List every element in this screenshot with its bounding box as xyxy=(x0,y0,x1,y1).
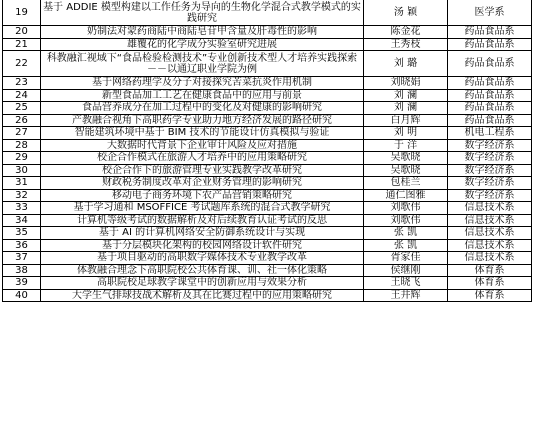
author-name: 刘 澜 xyxy=(364,102,448,115)
project-title: 雄覆花的化学成分实验室研究进展 xyxy=(41,38,364,51)
table-row xyxy=(3,102,532,115)
table-row xyxy=(3,152,532,165)
table-row xyxy=(3,89,532,102)
table-row xyxy=(3,252,532,265)
department: 数字经济系 xyxy=(448,189,532,202)
author-name: 刘晓娟 xyxy=(364,77,448,90)
project-title: 食品营养成分在加工过程中的变化及对健康的影响研究 xyxy=(41,102,364,115)
project-title: 体教融合理念下高职院校公共体育课、训、社一体化策略 xyxy=(41,264,364,277)
table-row xyxy=(3,202,532,215)
project-title: 产教融合视角下高职药学专业助力地方经济发展的路径研究 xyxy=(41,114,364,127)
author-name: 汤 颖 xyxy=(364,0,448,26)
row-number: 26 xyxy=(3,114,41,127)
table-row xyxy=(3,277,532,290)
department: 体育系 xyxy=(448,264,532,277)
department: 信息技术系 xyxy=(448,252,532,265)
table-row xyxy=(3,26,532,39)
row-number: 27 xyxy=(3,127,41,140)
project-title: 校企合作下的旅游管理专业实践教学改革研究 xyxy=(41,164,364,177)
project-title: 校企合作模式在旅游人才培养中的应用策略研究 xyxy=(41,152,364,165)
row-number: 37 xyxy=(3,252,41,265)
table-row xyxy=(3,0,532,26)
project-title: 高职院校足球教学课堂中的创新应用与效果分析 xyxy=(41,277,364,290)
department: 药品食品系 xyxy=(448,26,532,39)
author-name: 白月辉 xyxy=(364,114,448,127)
row-number: 35 xyxy=(3,227,41,240)
author-name: 张 凯 xyxy=(364,239,448,252)
author-name: 包桂兰 xyxy=(364,177,448,190)
author-name: 王井辉 xyxy=(364,289,448,302)
row-number: 22 xyxy=(3,51,41,77)
row-number: 32 xyxy=(3,189,41,202)
author-name: 于 洋 xyxy=(364,139,448,152)
row-number: 20 xyxy=(3,26,41,39)
department: 数字经济系 xyxy=(448,152,532,165)
author-name: 王秀枝 xyxy=(364,38,448,51)
project-title: 计算机等级考试的数据解析及对后续教育认证考试的反思 xyxy=(41,214,364,227)
table-row xyxy=(3,264,532,277)
department: 药品食品系 xyxy=(448,114,532,127)
project-list-table xyxy=(2,0,532,302)
table-row xyxy=(3,38,532,51)
table-row xyxy=(3,177,532,190)
row-number: 28 xyxy=(3,139,41,152)
department: 数字经济系 xyxy=(448,139,532,152)
row-number: 33 xyxy=(3,202,41,215)
author-name: 刘歌伟 xyxy=(364,202,448,215)
department: 药品食品系 xyxy=(448,51,532,77)
row-number: 38 xyxy=(3,264,41,277)
department: 药品食品系 xyxy=(448,77,532,90)
author-name: 张 凯 xyxy=(364,227,448,240)
row-number: 23 xyxy=(3,77,41,90)
author-name: 侯继刚 xyxy=(364,264,448,277)
author-name: 刘歌伟 xyxy=(364,214,448,227)
department: 信息技术系 xyxy=(448,202,532,215)
project-title: 基于学习通和 MSOFFICE 考试题库系统的混合式教学研究 xyxy=(41,202,364,215)
row-number: 40 xyxy=(3,289,41,302)
project-title: 大数据时代背景下企业审计风险及应对措施 xyxy=(41,139,364,152)
department: 体育系 xyxy=(448,289,532,302)
project-title: 基于项目驱动的高职数字媒体技术专业教学改革 xyxy=(41,252,364,265)
department: 信息技术系 xyxy=(448,227,532,240)
table-body xyxy=(3,0,532,302)
row-number: 36 xyxy=(3,239,41,252)
table-row xyxy=(3,239,532,252)
table-row xyxy=(3,127,532,140)
project-title: 科教融汇视域下“食品检验检测技术”专业创新技术型人才培养实践探索－－以通辽职业学院为例 xyxy=(41,51,364,77)
department: 机电工程系 xyxy=(448,127,532,140)
author-name: 胥家佳 xyxy=(364,252,448,265)
project-title: 基于网络药理学及分子对接探究苦菜抗炎作用机制 xyxy=(41,77,364,90)
project-title: 奶制法对蒙药商陆中商陆皂苷甲含量及肝毒性的影响 xyxy=(41,26,364,39)
author-name: 吴歌晓 xyxy=(364,152,448,165)
row-number: 19 xyxy=(3,0,41,26)
row-number: 25 xyxy=(3,102,41,115)
author-name: 通仁图雅 xyxy=(364,189,448,202)
department: 信息技术系 xyxy=(448,239,532,252)
project-title: 新型食品加工工艺在健康食品中的应用与前景 xyxy=(41,89,364,102)
department: 数字经济系 xyxy=(448,177,532,190)
table-row xyxy=(3,189,532,202)
author-name: 刘 澜 xyxy=(364,89,448,102)
row-number: 24 xyxy=(3,89,41,102)
row-number: 30 xyxy=(3,164,41,177)
department: 体育系 xyxy=(448,277,532,290)
department: 医学系 xyxy=(448,0,532,26)
project-list-table-container xyxy=(2,0,532,302)
row-number: 31 xyxy=(3,177,41,190)
table-row xyxy=(3,164,532,177)
table-row xyxy=(3,227,532,240)
project-title: 智能建筑环境中基于 BIM 技术的节能设计仿真模拟与验证 xyxy=(41,127,364,140)
department: 信息技术系 xyxy=(448,214,532,227)
department: 药品食品系 xyxy=(448,102,532,115)
project-title: 财政税务制度改革对企业财务管理的影响研究 xyxy=(41,177,364,190)
project-title: 基于 ADDIE 模型构建以工作任务为导向的生物化学混合式教学模式的实践研究 xyxy=(41,0,364,26)
project-title: 大学生气排球技战术解析及其在比赛过程中的应用策略研究 xyxy=(41,289,364,302)
author-name: 吴歌晓 xyxy=(364,164,448,177)
table-row xyxy=(3,114,532,127)
row-number: 21 xyxy=(3,38,41,51)
table-row xyxy=(3,139,532,152)
department: 数字经济系 xyxy=(448,164,532,177)
project-title: 基于分层模块化架构的校园网络设计软件研究 xyxy=(41,239,364,252)
author-name: 刘 璐 xyxy=(364,51,448,77)
author-name: 陈金花 xyxy=(364,26,448,39)
author-name: 刘 明 xyxy=(364,127,448,140)
table-row xyxy=(3,77,532,90)
row-number: 34 xyxy=(3,214,41,227)
department: 药品食品系 xyxy=(448,89,532,102)
project-title: 移动电子商务环境下农产品营销策略研究 xyxy=(41,189,364,202)
table-row xyxy=(3,214,532,227)
table-row xyxy=(3,289,532,302)
project-title: 基于 AI 的计算机网络安全防御系统设计与实现 xyxy=(41,227,364,240)
table-row xyxy=(3,51,532,77)
author-name: 王晓飞 xyxy=(364,277,448,290)
row-number: 29 xyxy=(3,152,41,165)
row-number: 39 xyxy=(3,277,41,290)
department: 药品食品系 xyxy=(448,38,532,51)
